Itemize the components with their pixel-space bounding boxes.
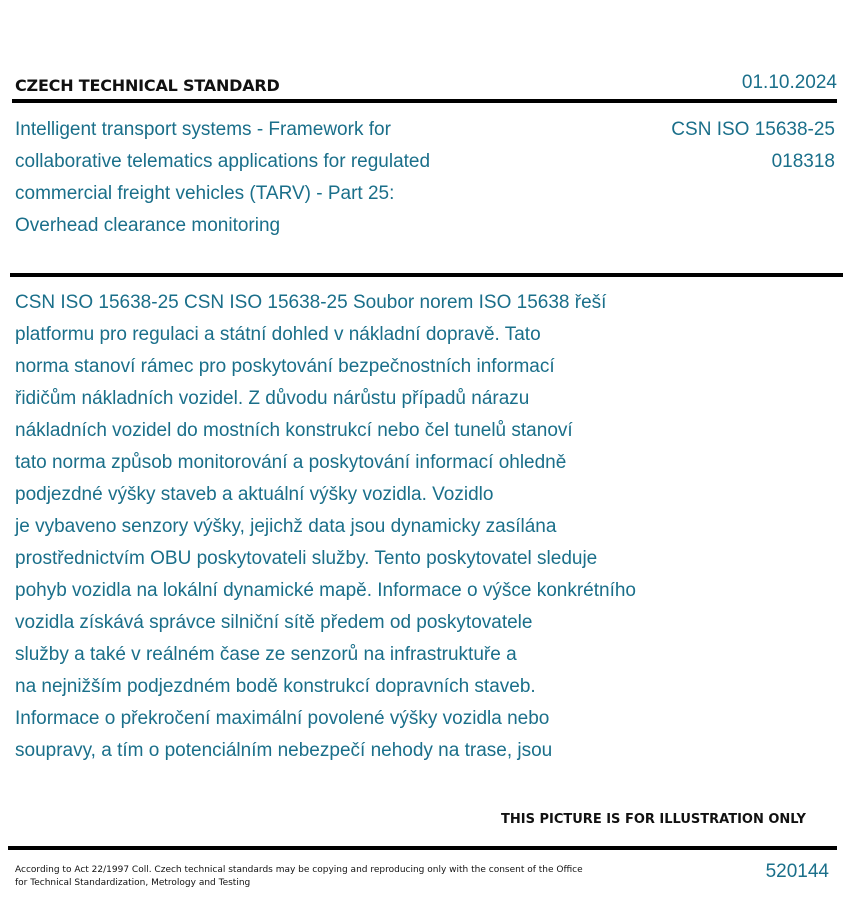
header-divider: [12, 99, 837, 103]
abstract-line: norma stanoví rámec pro poskytování bezpečnostních informací: [15, 356, 555, 377]
abstract-line: Informace o překročení maximální povolené výšky vozidla nebo: [15, 708, 550, 729]
legal-notice-line: According to Act 22/1997 Coll. Czech technical standards may be copying and reproducing only with the consent of the Office: [15, 865, 583, 875]
legal-notice: [15, 864, 615, 890]
footer-divider: [8, 846, 837, 850]
abstract-line: na nejnižším podjezdném bodě konstrukcí dopravních staveb.: [15, 676, 536, 697]
abstract-line: soupravy, a tím o potenciálním nebezpečí nehody na trase, jsou: [15, 740, 553, 761]
publication-date: 01.10.2024: [741, 72, 837, 93]
abstract-line: prostřednictvím OBU poskytovateli služby. Tento poskytovatel sleduje: [15, 548, 598, 569]
legal-notice-line: for Technical Standardization, Metrology and Testing: [15, 878, 251, 888]
title-divider: [10, 273, 843, 277]
catalog-number: 018318: [771, 151, 835, 172]
abstract-line: pohyb vozidla na lokální dynamické mapě. Informace o výšce konkrétního: [15, 580, 636, 601]
standard-type-label: CZECH TECHNICAL STANDARD: [15, 76, 280, 95]
abstract-line: nákladních vozidel do mostních konstrukcí nebo čel tunelů stanoví: [15, 420, 573, 441]
title-line: Intelligent transport systems - Framework for: [15, 119, 391, 140]
title-line: commercial freight vehicles (TARV) - Part 25:: [15, 183, 395, 204]
title-line: Overhead clearance monitoring: [15, 215, 281, 236]
abstract-text: [15, 287, 775, 767]
abstract-line: je vybaveno senzory výšky, jejichž data jsou dynamicky zasílána: [15, 516, 557, 537]
abstract-line: CSN ISO 15638-25 CSN ISO 15638-25 Soubor norem ISO 15638 řeší: [15, 292, 607, 313]
abstract-line: tato norma způsob monitorování a poskytování informací ohledně: [15, 452, 567, 473]
standard-code: CSN ISO 15638-25: [671, 119, 835, 140]
document-title: [15, 114, 535, 242]
abstract-line: vozidla získává správce silniční sítě předem od poskytovatele: [15, 612, 533, 633]
abstract-line: služby a také v reálném čase ze senzorů na infrastruktuře a: [15, 644, 517, 665]
illustration-notice: THIS PICTURE IS FOR ILLUSTRATION ONLY: [501, 812, 806, 827]
abstract-line: platformu pro regulaci a státní dohled v nákladní dopravě. Tato: [15, 324, 541, 345]
abstract-line: podjezdné výšky staveb a aktuální výšky vozidla. Vozidlo: [15, 484, 494, 505]
standard-identifier: [671, 114, 835, 178]
title-line: collaborative telematics applications for regulated: [15, 151, 431, 172]
abstract-line: řidičům nákladních vozidel. Z důvodu nárůstu případů nárazu: [15, 388, 530, 409]
page-number: 520144: [765, 861, 829, 882]
